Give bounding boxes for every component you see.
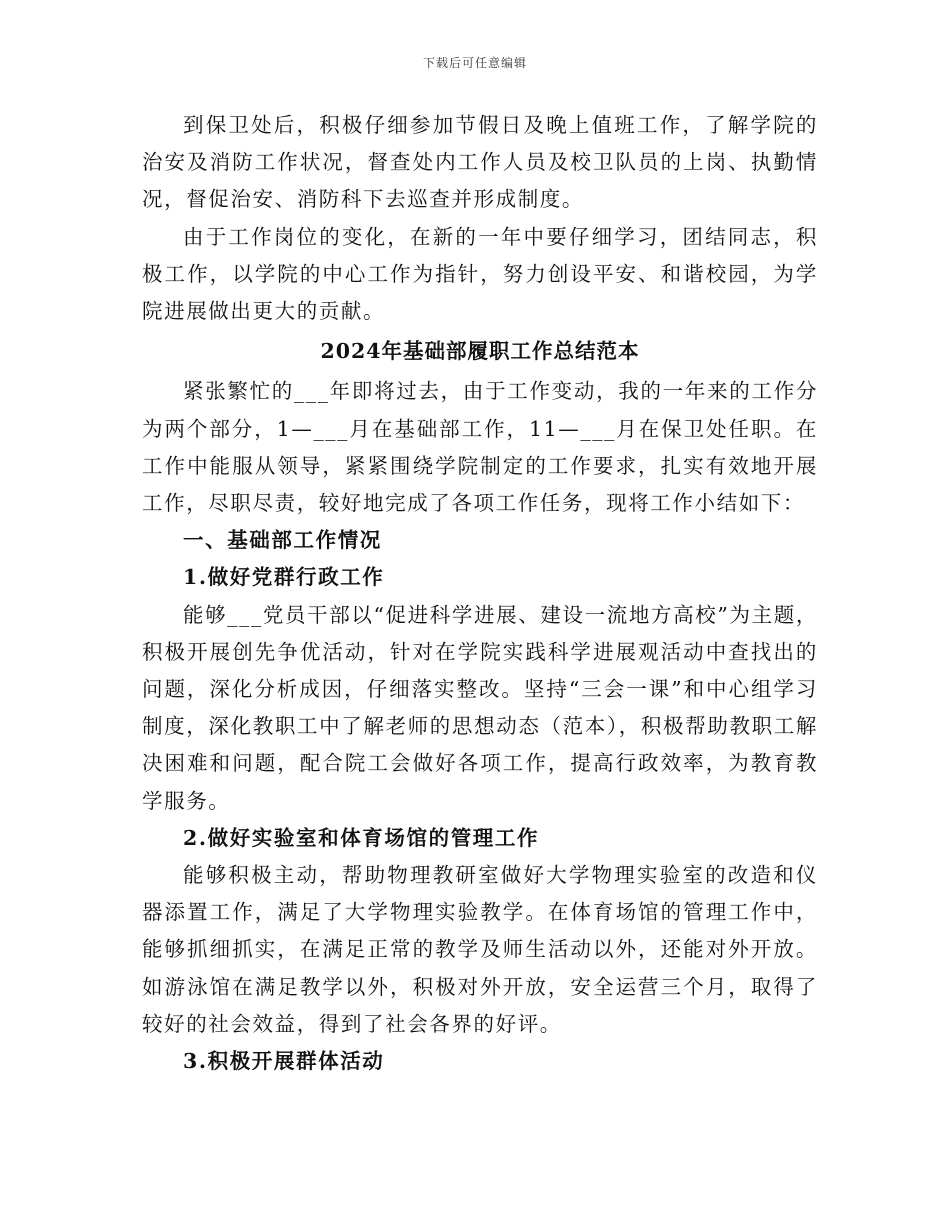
item-heading-lab-sports: 2.做好实验室和体育场馆的管理工作 xyxy=(183,825,540,850)
paragraph-new-year-plan: 由于工作岗位的变化，在新的一年中要仔细学习，团结同志，积极工作，以学院的中心工作为指针，努力创设平安、和谐校园，为学院进展做出更大的贡献。 xyxy=(142,224,818,324)
header-note: 下载后可任意编辑 xyxy=(422,56,527,70)
document-title: 2024年基础部履职工作总结范本 xyxy=(320,339,640,364)
paragraph-security-duty: 到保卫处后，积极仔细参加节假日及晚上值班工作，了解学院的治安及消防工作状况，督查处内工作人员及校卫队员的上岗、执勤情况，督促治安、消防科下去巡查并形成制度。 xyxy=(142,113,818,212)
item-heading-party-admin: 1.做好党群行政工作 xyxy=(183,565,385,590)
document-body xyxy=(142,107,818,1080)
paragraph-party-admin: 能够___党员干部以“促进科学进展、建设一流地方高校”为主题，积极开展创先争优活动，针对在学院实践科学进展观活动中查找出的问题，深化分析成因，仔细落实整改。坚持“三会一课”和中心组学习制度，深化教职工中了解老师的思想动态（范本），积极帮助教职工解决困难和问题，配合院工会做好各项工作，提高行政效率，为教育教学服务。 xyxy=(142,602,818,813)
item-heading-group-activities: 3.积极开展群体活动 xyxy=(183,1049,385,1074)
section-heading-basic-dept: 一、基础部工作情况 xyxy=(183,528,382,553)
paragraph-lab-sports: 能够积极主动，帮助物理教研室做好大学物理实验室的改造和仪器添置工作，满足了大学物理实验教学。在体育场馆的管理工作中，能够抓细抓实，在满足正常的教学及师生活动以外，还能对外开放。如游泳馆在满足教学以外，积极对外开放，安全运营三个月，取得了较好的社会效益，得到了社会各界的好评。 xyxy=(142,863,818,1036)
paragraph-intro: 紧张繁忙的___年即将过去，由于工作变动，我的一年来的工作分为两个部分，1—___月在基础部工作，11—___月在保卫处任职。在工作中能服从领导，紧紧围绕学院制定的工作要求，扎实有效地开展工作，尽职尽责，较好地完成了各项工作任务，现将工作小结如下： xyxy=(142,379,818,516)
